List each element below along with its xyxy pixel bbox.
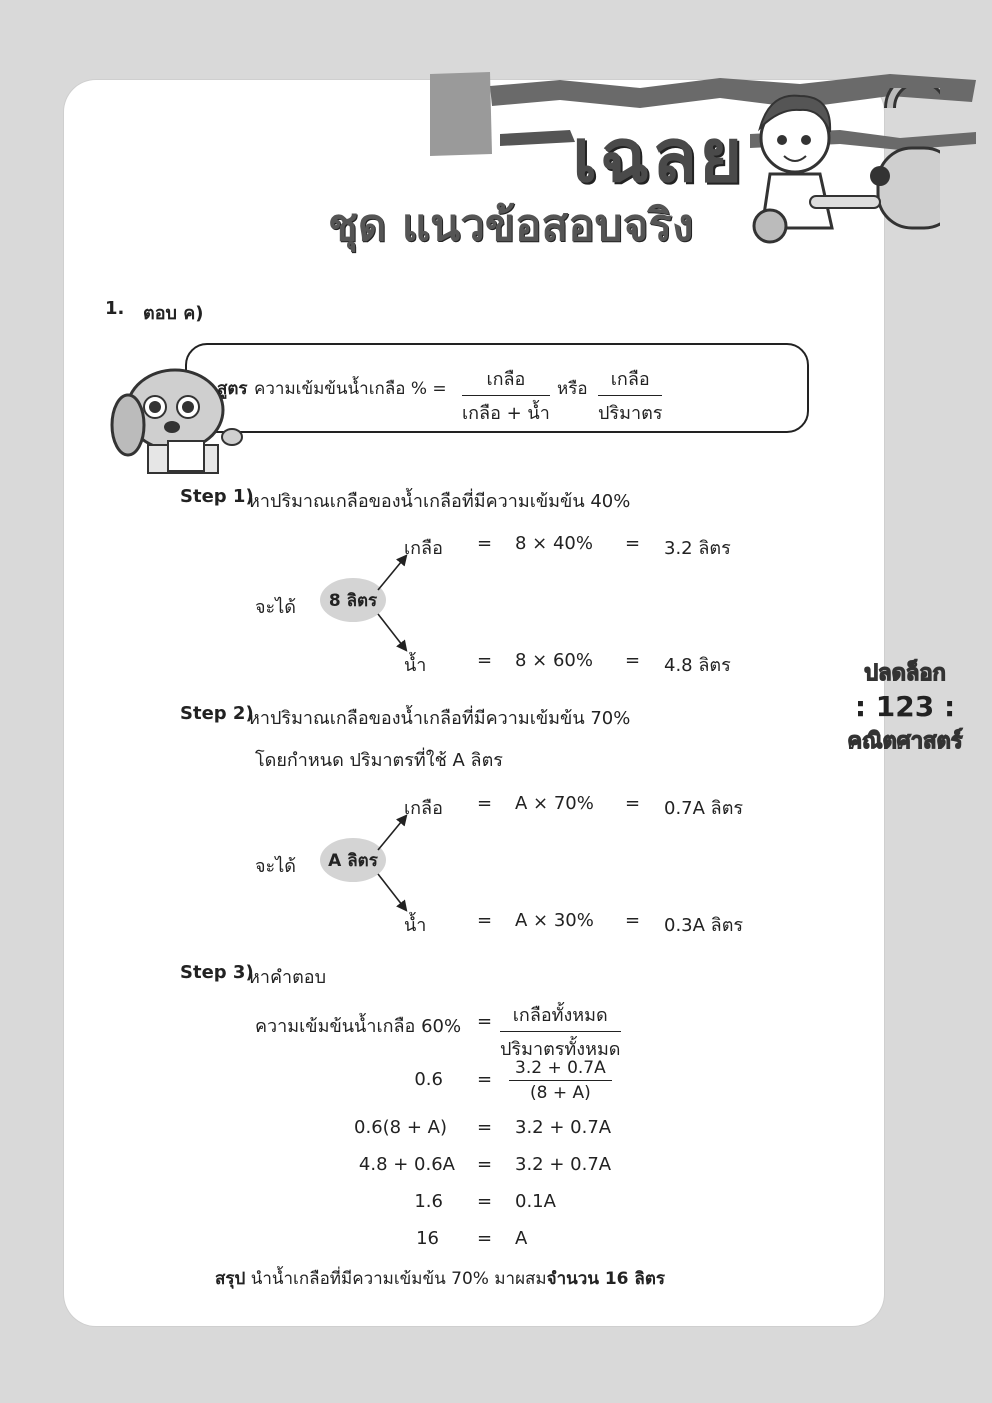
side-tab-bottom: คณิตศาสตร์ [847,729,963,754]
step2-row2-result: 0.3A ลิตร [664,915,744,936]
step3-line6-left: 16 [416,1228,439,1249]
fraction-numerator: 3.2 + 0.7A [509,1058,612,1081]
step3-line5-left: 1.6 [414,1191,443,1212]
question-answer: ตอบ ค) [143,303,204,324]
step2-label: Step 2) [180,703,254,724]
step3-line1-left: ความเข้มข้นน้ำเกลือ 60% [255,1016,462,1037]
step3-label: Step 3) [180,962,254,983]
step2-row1-expr: A × 70% [515,793,594,814]
formula-fraction-2 [598,364,662,427]
step1-row1-eq2: = [625,533,641,554]
fraction-denominator: ปริมาตร [598,403,663,424]
page-number: : 123 : [854,690,956,723]
step1-text: หาปริมาณเกลือของน้ำเกลือที่มีความเข้มข้น 40% [248,491,631,512]
page-title: เฉลย [572,113,745,199]
conclusion-bold: จำนวน 16 ลิตร [546,1269,666,1289]
step3-line6-eq: = [477,1228,493,1249]
step2-node: A ลิตร [320,838,386,882]
formula-label: สูตร [217,379,248,399]
step1-row2-result: 4.8 ลิตร [664,655,731,676]
step1-row1-expr: 8 × 40% [515,533,593,554]
step2-row2-expr: A × 30% [515,910,594,931]
step2-row2-eq2: = [625,910,641,931]
step3-line2-left: 0.6 [414,1069,443,1090]
formula-text: ความเข้มข้นน้ำเกลือ % = [254,379,447,399]
step1-row1-result: 3.2 ลิตร [664,538,731,559]
fraction-numerator: เกลือ [462,364,550,396]
step2-row1-result: 0.7A ลิตร [664,798,744,819]
step3-line1-eq: = [477,1011,493,1032]
step3-line2-fraction [509,1058,612,1103]
step2-row1-eq2: = [625,793,641,814]
conclusion-label: สรุป [215,1269,246,1289]
step3-line5-eq: = [477,1191,493,1212]
step3-line4-right: 3.2 + 0.7A [515,1154,612,1175]
step2-row1-eq: = [477,793,493,814]
question-number: 1. [105,298,125,319]
step1-row2-eq: = [477,650,493,671]
fraction-denominator: ปริมาตรทั้งหมด [500,1039,621,1060]
step1-get: จะได้ [255,597,296,618]
step3-line2-eq: = [477,1069,493,1090]
boy-with-key-illustration [740,88,940,258]
conclusion-text: นำน้ำเกลือที่มีความเข้มข้น 70% มาผสม [250,1269,547,1289]
side-tab-top: ปลดล็อก [864,661,946,686]
step2-row1-name: เกลือ [404,798,443,819]
fraction-denominator: (8 + A) [530,1083,591,1103]
conclusion [215,1265,665,1292]
step1-row1-name: เกลือ [404,538,443,559]
page-subtitle: ชุด แนวข้อสอบจริง [328,200,694,251]
step2-given: โดยกำหนด ปริมาตรที่ใช้ A ลิตร [255,750,503,771]
step2-get: จะได้ [255,856,296,877]
step3-text: หาคำตอบ [248,967,327,988]
step2-row2-eq: = [477,910,493,931]
step1-row1-eq: = [477,533,493,554]
step3-line4-eq: = [477,1154,493,1175]
side-tab [840,655,970,758]
step3-line4-left: 4.8 + 0.6A [358,1154,455,1175]
fraction-numerator: เกลือทั้งหมด [500,1000,621,1032]
step3-line3-left: 0.6(8 + A) [354,1117,447,1138]
step1-row2-name: น้ำ [404,655,427,676]
step1-label: Step 1) [180,486,254,507]
step1-node: 8 ลิตร [320,578,386,622]
formula-fraction-1 [462,364,550,427]
step3-line6-right: A [515,1228,528,1249]
fraction-denominator: เกลือ + น้ำ [462,403,550,424]
fraction-numerator: เกลือ [598,364,662,396]
step1-row2-eq2: = [625,650,641,671]
step3-line3-eq: = [477,1117,493,1138]
step1-row2-expr: 8 × 60% [515,650,593,671]
step3-line5-right: 0.1A [515,1191,556,1212]
step2-text: หาปริมาณเกลือของน้ำเกลือที่มีความเข้มข้น 70% [248,708,631,729]
formula-or: หรือ [557,379,588,399]
step2-row2-name: น้ำ [404,915,427,936]
step3-line3-right: 3.2 + 0.7A [515,1117,612,1138]
step3-line1-fraction [500,1000,621,1063]
